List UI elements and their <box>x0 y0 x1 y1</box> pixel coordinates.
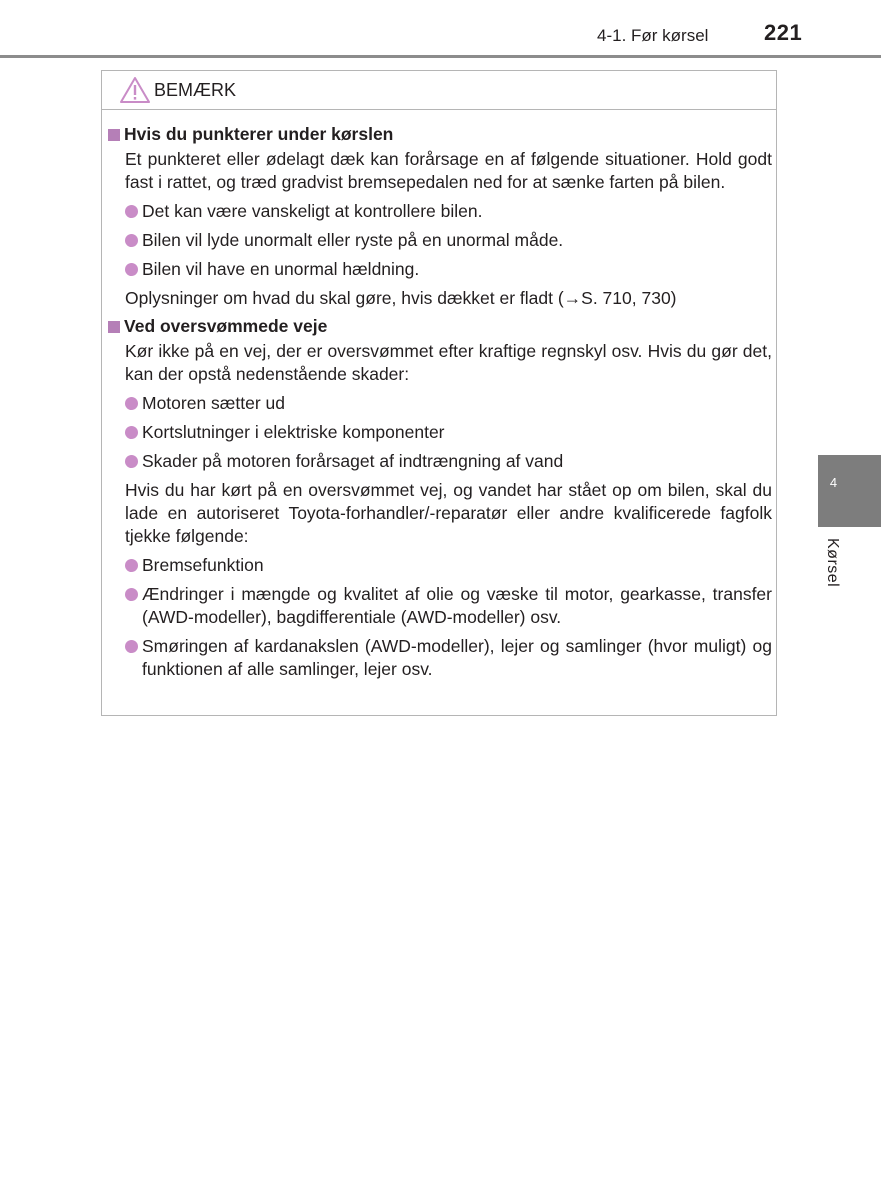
bullet-dot-icon <box>125 455 138 468</box>
header-divider <box>0 55 881 58</box>
list-item-text: Bilen vil lyde unormalt eller ryste på en unormal måde. <box>142 230 564 250</box>
paragraph: Hvis du har kørt på en oversvømmet vej, og vandet har stået op om bilen, skal du lade en autoriseret Toyota-forhandler/-reparatør eller andre kvalificerede fagfolk tjekke følgende: <box>125 480 772 546</box>
section-heading <box>108 123 772 146</box>
chapter-number: 4 <box>829 475 838 490</box>
list-item <box>125 583 772 629</box>
section-heading-text: Hvis du punkterer under kørslen <box>124 124 394 144</box>
bullet-dot-icon <box>125 397 138 410</box>
list-item <box>125 635 772 681</box>
warning-triangle-icon <box>119 76 151 104</box>
list-item <box>125 229 772 252</box>
chapter-tab[interactable] <box>818 455 881 527</box>
notice-box <box>101 70 777 716</box>
list-item <box>125 450 772 473</box>
list-item <box>125 392 772 415</box>
section-title: 4-1. Før kørsel <box>597 26 709 45</box>
paragraph: Oplysninger om hvad du skal gøre, hvis dækket er fladt (→S. 710, 730) <box>125 288 677 308</box>
list-item <box>125 421 772 444</box>
list-item-text: Ændringer i mængde og kvalitet af olie og væske til motor, gearkasse, transfer (AWD-modeller), bagdifferentiale (AWD-modeller) osv. <box>142 584 772 627</box>
list-item-text: Skader på motoren forårsaget af indtrængning af vand <box>142 451 564 471</box>
list-item-text: Bilen vil have en unormal hældning. <box>142 259 420 279</box>
bullet-dot-icon <box>125 234 138 247</box>
list-item-text: Bremsefunktion <box>142 555 264 575</box>
bullet-dot-icon <box>125 426 138 439</box>
paragraph: Et punkteret eller ødelagt dæk kan forårsage en af følgende situationer. Hold godt fast i rattet, og træd gradvist bremsepedalen ned for at sænke farten på bilen. <box>125 149 772 192</box>
section-heading-text: Ved oversvømmede veje <box>124 316 328 336</box>
list-item <box>125 258 772 281</box>
bullet-dot-icon <box>125 205 138 218</box>
list-item <box>125 554 772 577</box>
bullet-dot-icon <box>125 263 138 276</box>
notice-header <box>102 71 776 110</box>
page-number: 221 <box>764 20 803 45</box>
list-item-text: Det kan være vanskeligt at kontrollere bilen. <box>142 201 483 221</box>
bullet-dot-icon <box>125 640 138 653</box>
list-item-text: Motoren sætter ud <box>142 393 285 413</box>
square-marker-icon <box>108 129 120 141</box>
chapter-label: Kørsel <box>824 538 841 588</box>
paragraph: Kør ikke på en vej, der er oversvømmet efter kraftige regnskyl osv. Hvis du gør det, kan der opstå nedenstående skader: <box>125 341 772 384</box>
list-item <box>125 200 772 223</box>
list-item-text: Kortslutninger i elektriske komponenter <box>142 422 445 442</box>
notice-content <box>108 123 772 681</box>
bullet-dot-icon <box>125 588 138 601</box>
list-item-text: Smøringen af kardanakslen (AWD-modeller), lejer og samlinger (hvor muligt) og funktionen af alle samlinger, lejer osv. <box>142 636 772 679</box>
section-heading <box>108 315 772 338</box>
bullet-dot-icon <box>125 559 138 572</box>
square-marker-icon <box>108 321 120 333</box>
notice-title: BEMÆRK <box>154 80 237 100</box>
